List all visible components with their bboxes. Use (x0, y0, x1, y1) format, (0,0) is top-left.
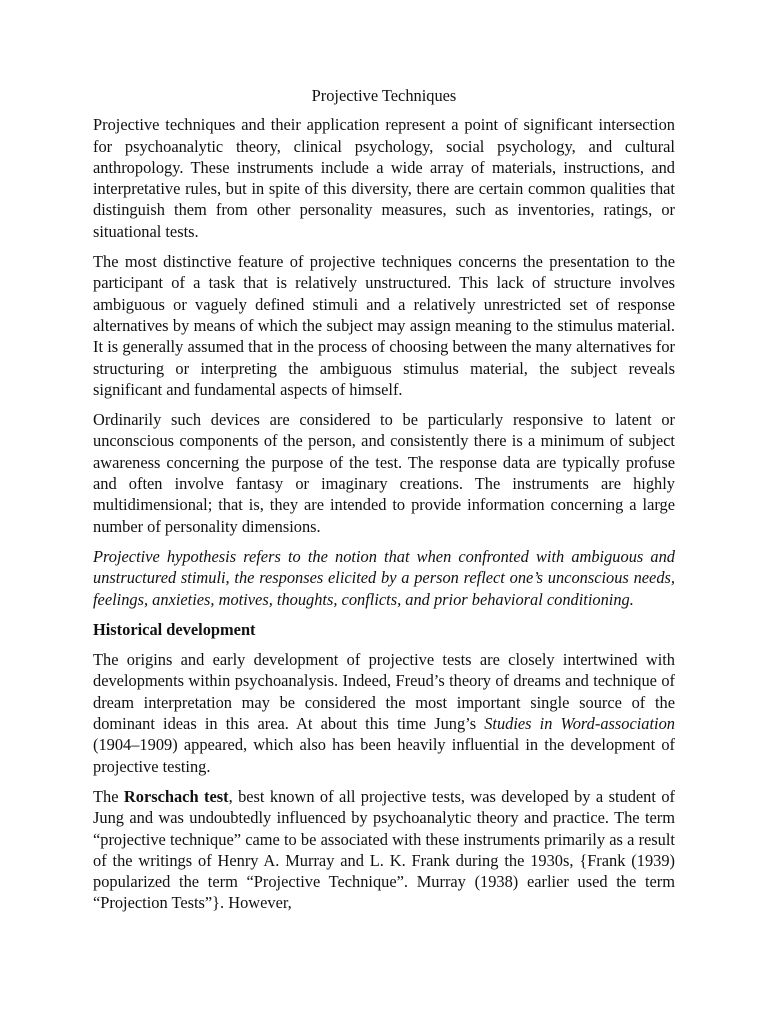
document-title: Projective Techniques (311, 86, 457, 105)
paragraph-distinctive-feature: The most distinctive feature of projective techniques concerns the presentation to the participant of a task that is relatively unstructured. This lack of structure involves ambiguous or vaguely defined stimuli and a relatively unrestricted set of response alternatives by means of which the subject may assign meaning to the stimulus material. It is generally assumed that in the process of choosing between the many alternatives for structuring or interpreting the ambiguous stimulus material, the subject reveals significant and fundamental aspects of himself. (93, 252, 675, 399)
section-heading-historical-development: Historical development (93, 619, 256, 639)
rorschach-text-part1: The (93, 786, 124, 806)
paragraph-origins (93, 649, 675, 777)
paragraph-intro: Projective techniques and their application represent a point of significant intersection for psychoanalytic theory, clinical psychology, social psychology, and cultural anthropology. These instruments include a wide array of materials, instructions, and interpretative rules, but in spite of this diversity, there are certain common qualities that distinguish them from other personality measures, such as inventories, ratings, or situational tests. (93, 115, 675, 241)
paragraph-rorschach (93, 786, 675, 914)
origins-text-part1: The origins and early development of projective tests are closely intertwined with developments within psychoanalysis. Indeed, Freud’s theory of dreams and technique of dream interpretation may be considered the most important single source of the dominant ideas in this area. At about this time Jung’s (93, 650, 675, 734)
paragraph-latent-components: Ordinarily such devices are considered to be particularly responsive to latent or unconscious components of the person, and consistently there is a minimum of subject awareness concerning the purpose of the test. The response data are typically profuse and often involve fantasy or imaginary creations. The instruments are highly multidimensional; that is, they are intended to provide information concerning a large number of personality dimensions. (93, 410, 675, 536)
rorschach-term: Rorschach test (123, 786, 229, 806)
jung-book-title: Studies in Word-association (484, 714, 675, 734)
paragraph-projective-hypothesis: Projective hypothesis refers to the notion that when confronted with ambiguous and unstructured stimuli, the responses elicited by a person reflect one’s unconscious needs, feelings, anxieties, motives, thoughts, conflicts, and prior behavioral conditioning. (93, 546, 675, 609)
document-page (93, 85, 675, 923)
rorschach-text-part2: , best known of all projective tests, was developed by a student of Jung and was undoubtedly influenced by psychoanalytic theory and practice. The term “projective technique” came to be associated with these instruments primarily as a result of the writings of Henry A. Murray and L. K. Frank during the 1930s, {Frank (1939) popularized the term “Projective Technique”. Murray (1938) earlier used the term “Projection Tests”}. However, (93, 786, 675, 913)
origins-text-part2: (1904–1909) appeared, which also has been heavily influential in the development of projective testing. (93, 735, 675, 776)
